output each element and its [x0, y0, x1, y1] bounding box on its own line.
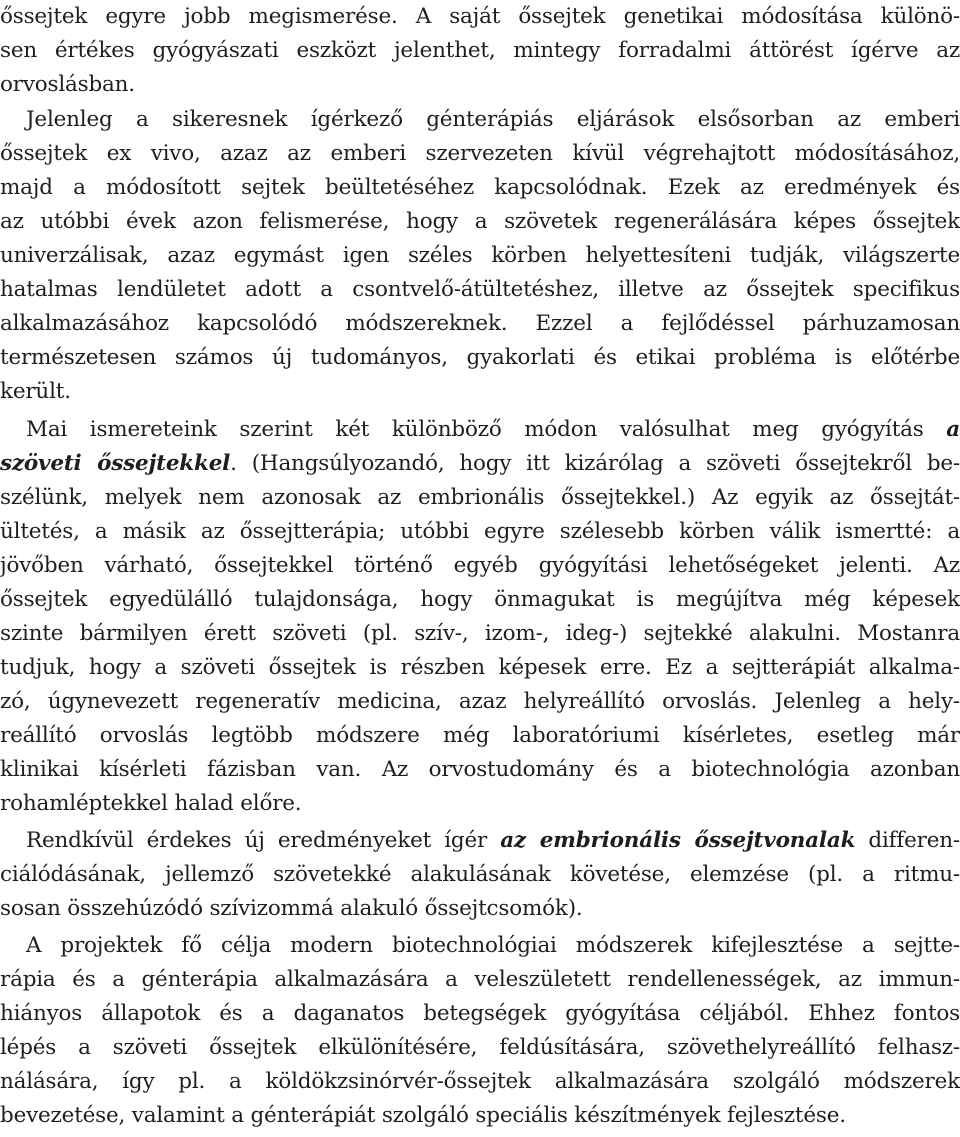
- paragraph-2: [0, 103, 960, 409]
- text-line: lépés a szöveti őssejtek elkülönítésére, feldúsítására, szövethelyreállító felhasz-: [0, 1035, 960, 1060]
- text-line: hatalmas lendületet adott a csontvelő-átültetéshez, illetve az őssejtek specifikus: [0, 277, 960, 302]
- emphasis-text: szöveti őssejtekkel: [0, 451, 231, 476]
- text-line: sen értékes gyógyászati eszközt jelenthet, mintegy forradalmi áttörést ígérve az: [0, 38, 960, 63]
- text-line: zó, úgynevezett regeneratív medicina, azaz helyreállító orvoslás. Jelenleg a hely-: [0, 689, 960, 714]
- text-line: Jelenleg a sikeresnek ígérkező génterápiás eljárások elsősorban az emberi: [26, 107, 960, 132]
- text-line: univerzálisak, azaz egymást igen széles körben helyettesíteni tudják, világszerte: [0, 243, 960, 268]
- text-line: alkalmazásához kapcsolódó módszereknek. Ezzel a fejlődéssel párhuzamosan: [0, 311, 960, 336]
- text-line: természetesen számos új tudományos, gyakorlati és etikai probléma is előtérbe: [0, 345, 960, 370]
- text-run: . (Hangsúlyozandó, hogy itt kizárólag a szöveti őssejtekről be-: [230, 451, 960, 476]
- text-line: rohamléptekkel halad előre.: [0, 791, 302, 816]
- text-line: őssejtek egyedülálló tulajdonsága, hogy önmagukat is megújítva még képesek: [0, 587, 960, 612]
- text-run: differen-: [855, 828, 960, 853]
- text-line: klinikai kísérleti fázisban van. Az orvostudomány és a biotechnológia azonban: [0, 757, 960, 782]
- text-line: őssejtek egyre jobb megismerése. A saját őssejtek genetikai módosítása különö-: [0, 4, 960, 29]
- text-line: került.: [0, 379, 71, 404]
- paragraph-4: [0, 824, 960, 926]
- text-line: hiányos állapotok és a daganatos betegségek gyógyítása céljából. Ehhez fontos: [0, 1001, 960, 1026]
- text-line: bevezetése, valamint a génterápiát szolgáló speciális készítmények fejlesztése.: [0, 1103, 846, 1128]
- text-run: Rendkívül érdekes új eredményeket ígér: [26, 828, 501, 853]
- text-line: A projektek fő célja modern biotechnológiai módszerek kifejlesztése a sejtte-: [26, 933, 960, 958]
- text-line: az utóbbi évek azon felismerése, hogy a szövetek regenerálására képes őssejtek: [0, 209, 960, 234]
- text-line: reállító orvoslás legtöbb módszere még laboratóriumi kísérletes, esetleg már: [0, 723, 960, 748]
- text-line: sosan összehúzódó szívizommá alakuló őssejtcsomók).: [0, 896, 583, 921]
- text-line: ciálódásának, jellemző szövetekké alakulásának követése, elemzése (pl. a ritmu-: [0, 862, 960, 887]
- text-line: őssejtek ex vivo, azaz az emberi szervezeten kívül végrehajtott módosításához,: [0, 141, 960, 166]
- paragraph-5: [0, 929, 960, 1133]
- text-line: szélünk, melyek nem azonosak az embrionális őssejtekkel.) Az egyik az őssejtát-: [0, 485, 960, 510]
- paragraph-1: [0, 0, 960, 102]
- text-line: orvoslásban.: [0, 72, 135, 97]
- text-line: majd a módosított sejtek beültetéséhez kapcsolódnak. Ezek az eredmények és: [0, 175, 960, 200]
- text-line: jövőben várható, őssejtekkel történő egyéb gyógyítási lehetőségeket jelenti. Az: [0, 553, 960, 578]
- emphasis-text: a: [946, 417, 960, 442]
- text-line: [0, 447, 960, 481]
- text-line: tudjuk, hogy a szöveti őssejtek is részben képesek erre. Ez a sejtterápiát alkalma-: [0, 655, 960, 680]
- text-line: rápia és a génterápia alkalmazására a veleszületett rendellenességek, az immun-: [0, 967, 960, 992]
- text-line: szinte bármilyen érett szöveti (pl. szív-, izom-, ideg-) sejtekké alakulni. Mostanra: [0, 621, 960, 646]
- text-run: Mai ismereteink szerint két különböző módon valósulhat meg gyógyítás: [26, 417, 947, 442]
- emphasis-text: az embrionális őssejtvonalak: [500, 828, 856, 853]
- text-line: [0, 824, 960, 858]
- paragraph-3: [0, 413, 960, 821]
- text-line: nálására, így pl. a köldökzsinórvér-őssejtek alkalmazására szolgáló módszerek: [0, 1069, 960, 1094]
- text-line: [0, 413, 960, 447]
- text-line: ültetés, a másik az őssejtterápia; utóbbi egyre szélesebb körben válik ismertté: a: [0, 519, 960, 544]
